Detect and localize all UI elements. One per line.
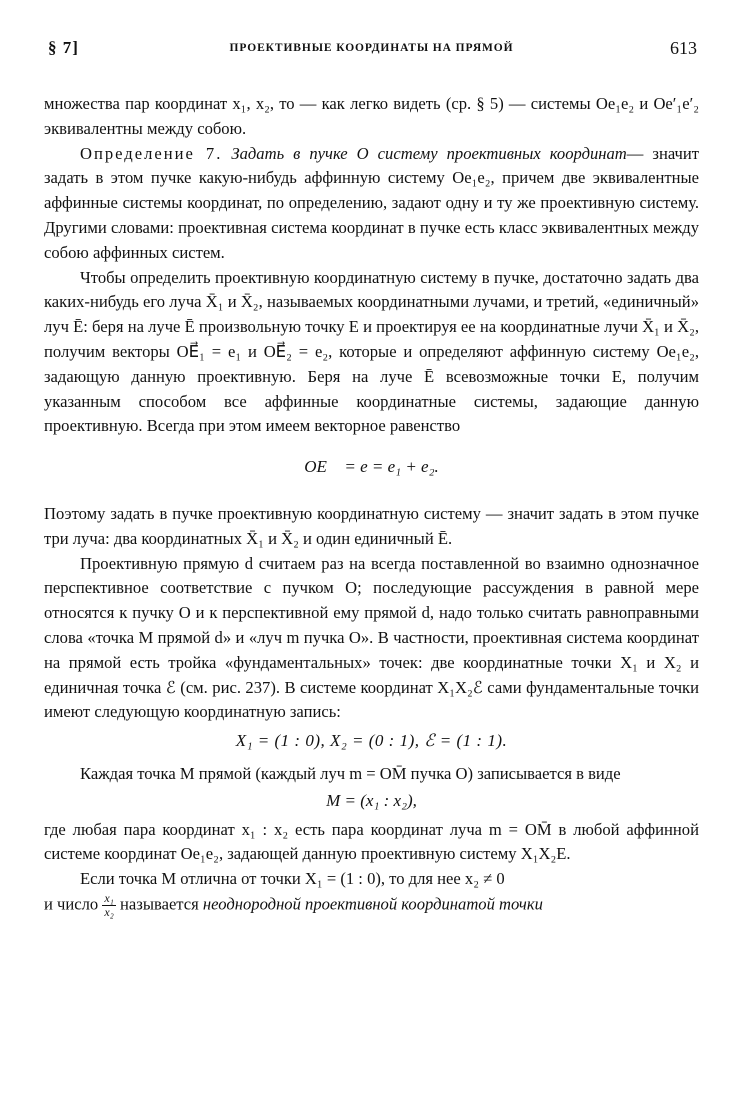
formula-point-record: M = (x₁ : x₂), <box>326 790 417 810</box>
definition-label: Определение 7. <box>80 143 223 163</box>
paragraph-9 <box>44 892 699 919</box>
book-page <box>44 38 699 919</box>
page-body <box>44 92 699 919</box>
p9-pre: и число <box>44 894 99 914</box>
page-number: 613 <box>670 38 697 58</box>
paragraph-6: Каждая точка M прямой (каждый луч m = OM̄ пучка O) записывается в виде <box>80 763 621 783</box>
running-title: ПРОЕКТИВНЫЕ КООРДИНАТЫ НА ПРЯМОЙ <box>229 42 514 54</box>
formula-fundamental-points: X₁ = (1 : 0), X₂ = (0 : 1), ℰ = (1 : 1). <box>235 731 508 751</box>
fraction-numerator: x₁ <box>104 890 114 905</box>
paragraph-7: где любая пара координат x₁ : x₂ есть пара координат луча m = OM̄ в любой аффинной системе координат Oe₁e₂, задающей данную проективную систему X₁X₂E. <box>44 819 699 864</box>
paragraph-3: Чтобы определить проективную координатную систему в пучке, достаточно задать два каких-нибудь его луча X̄₁ и X̄₂, называемых координатными лучами, и третий, «единичный» луч Ē: беря на луче Ē произвольную точку E и проектируя ее на координатные лучи X̄₁ и X̄₂, получим векторы OE⃗₁ = e₁ и OE⃗₂ = e₂, которые и определяют аффинную систему Oe₁e₂, задающую данную проективную. Беря на луче Ē всевозможные точки E, получим указанным способом все аффинные координатные системы, задающие данную проективную. Всегда при этом имеем векторное равенство <box>44 267 699 436</box>
fraction-x1-x2 <box>102 892 116 919</box>
paragraph-1: множества пар координат x₁, x₂, то — как легко видеть (ср. § 5) — системы Oe₁e₂ и Oe′₁e′₂ эквивалентны между собою. <box>44 94 699 138</box>
paragraph-8: Если точка M отлична от точки X₁ = (1 : 0), то для нее x₂ ≠ 0 <box>80 869 505 889</box>
paragraph-5: Проективную прямую d считаем раз на всегда поставленной во взаимно однозначное перспективное соответствие с пучком O; последующие рассуждения в равной мере относятся к пучку O и к перспективной ему прямой d, надо только считать равноправными слова «точка M прямой d» и «луч m пучка O». В частности, проективная система координат на прямой есть тройка «фундаментальных» точек: две координатные точки X₁ и X₂ и единичная точка ℰ (см. рис. 237). В системе координат X₁X₂ℰ сами фундаментальные точки имеют следующую координатную запись: <box>44 553 699 722</box>
formula-vector-equality: OE⃗ = e = e₁ + e₂. <box>304 457 439 477</box>
definition-italic: Задать в пучке O систему проективных координат <box>231 143 627 163</box>
paragraph-4: Поэтому задать в пучке проективную координатную систему — значит задать в этом пучке три луча: два координатных X̄₁ и X̄₂ и один единичный Ē. <box>44 503 699 548</box>
p9-italic: неоднородной проективной координатой точки <box>202 894 543 914</box>
p9-mid: называется <box>120 894 199 914</box>
definition-rest: — значит задать в этом пучке какую-нибудь аффинную систему Oe₁e₂, причем две эквивалентные аффинные системы координат, по определению, задают одну и ту же проективную систему. Другими словами: проективная система координат в пучке есть класс эквивалентных между собою аффинных систем. <box>44 143 700 262</box>
running-header <box>44 38 699 68</box>
section-marker: § 7] <box>48 38 79 57</box>
fraction-denominator: x₂ <box>104 904 114 919</box>
definition-7 <box>44 142 699 266</box>
